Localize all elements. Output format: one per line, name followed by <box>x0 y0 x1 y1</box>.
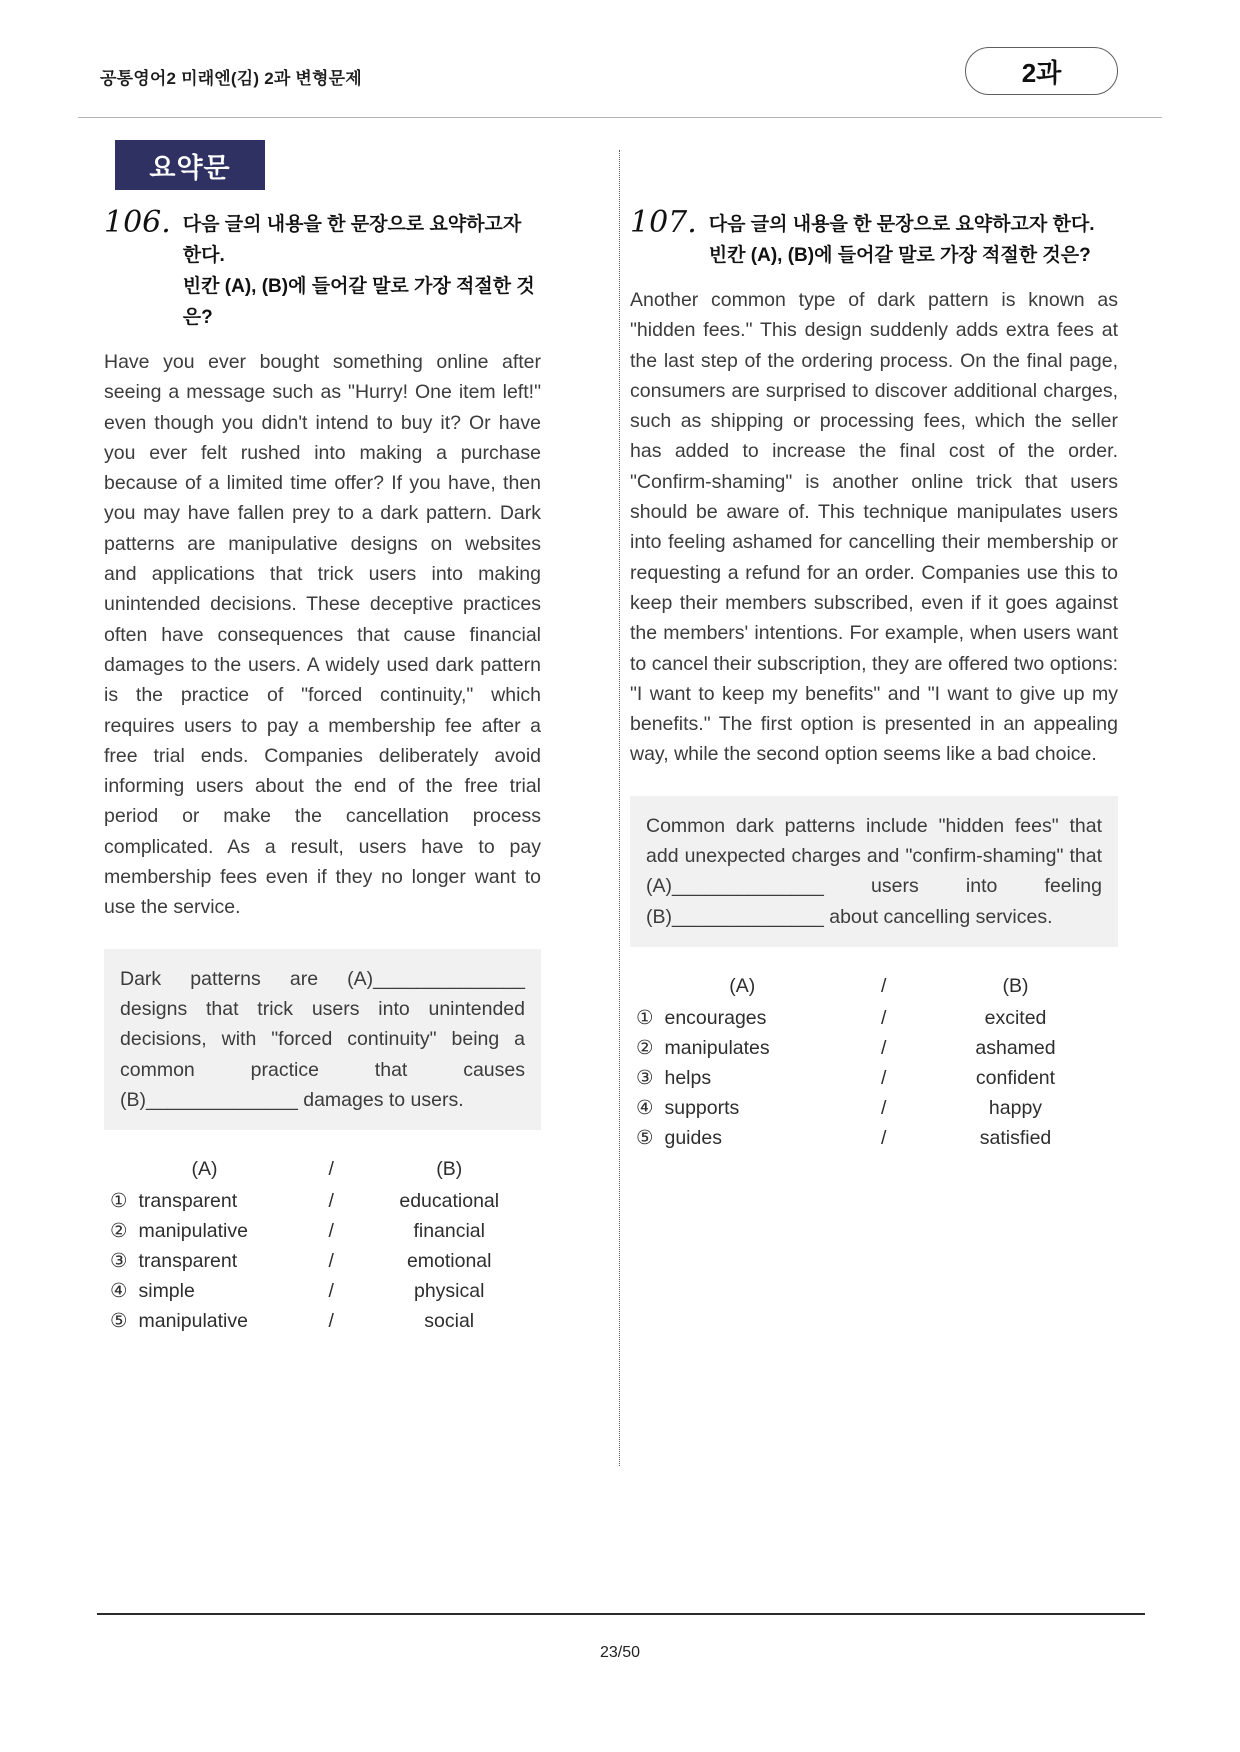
option-5-a: manipulative <box>138 1310 248 1333</box>
question-header <box>630 206 1118 271</box>
option-2-b: ashamed <box>975 1036 1056 1059</box>
option-1-slash: / <box>881 1006 887 1029</box>
option-2-a: manipulative <box>138 1220 248 1243</box>
option-4 <box>104 1276 541 1306</box>
question-106 <box>104 206 541 1336</box>
options-header <box>630 971 1118 1001</box>
options-header-b: (B) <box>436 1158 463 1181</box>
section-badge: 요약문 <box>115 140 265 190</box>
option-1-marker: ① <box>110 1190 128 1213</box>
option-4-slash: / <box>881 1096 887 1119</box>
summary-box: Common dark patterns include "hidden fees" that add unexpected charges and "confirm-shaming" that (A)______________ users into feeling (B)______________ about cancelling services. <box>630 796 1118 947</box>
option-5 <box>104 1306 541 1336</box>
question-number: 107. <box>630 205 697 240</box>
option-5-slash: / <box>881 1126 887 1149</box>
column-divider <box>619 150 620 1466</box>
option-4-b: physical <box>413 1280 485 1303</box>
footer-divider <box>97 1613 1145 1615</box>
option-1-a: transparent <box>138 1190 238 1213</box>
option-5-slash: / <box>328 1310 334 1333</box>
option-3-marker: ③ <box>110 1250 128 1273</box>
prompt-line-2: 빈칸 (A), (B)에 들어갈 말로 가장 적절한 것은? <box>182 276 535 328</box>
option-2-slash: / <box>881 1036 887 1059</box>
options-header-b: (B) <box>1002 974 1029 997</box>
option-1-marker: ① <box>636 1006 654 1029</box>
answer-options <box>630 971 1118 1153</box>
option-4 <box>630 1093 1118 1123</box>
options-header <box>104 1154 541 1184</box>
option-4-a: supports <box>664 1096 740 1119</box>
option-2-a: manipulates <box>664 1036 770 1059</box>
options-header-slash: / <box>881 974 887 997</box>
option-5-b: satisfied <box>979 1126 1052 1149</box>
option-3-slash: / <box>881 1066 887 1089</box>
option-4-slash: / <box>328 1280 334 1303</box>
question-prompt <box>183 206 541 333</box>
option-5 <box>630 1123 1118 1153</box>
option-2-b: financial <box>413 1220 485 1243</box>
options-header-a: (A) <box>729 974 756 997</box>
option-2 <box>630 1033 1118 1063</box>
option-3-b: emotional <box>406 1250 492 1273</box>
question-107 <box>630 206 1118 1153</box>
prompt-line-1: 다음 글의 내용을 한 문장으로 요약하고자 한다. <box>708 214 1095 235</box>
passage-text: Have you ever bought something online after seeing a message such as "Hurry! One item left!" even though you didn't intend to buy it? Or have you ever felt rushed into making a purchase because of a limited time offer? If you have, then you may have fallen prey to a dark pattern. Dark patterns are manipulative designs on websites and applications that trick users into making unintended decisions. These deceptive practices often have consequences that cause financial damages to the users. A widely used dark pattern is the practice of "forced continuity," which requires users to pay a membership fee after a free trial ends. Companies deliberately avoid informing users about the end of the free trial period or make the cancellation process complicated. As a result, users have to pay membership fees even if they no longer want to use the service. <box>104 351 541 919</box>
option-4-a: simple <box>138 1280 195 1303</box>
option-3-b: confident <box>975 1066 1056 1089</box>
option-1-slash: / <box>328 1190 334 1213</box>
option-4-marker: ④ <box>636 1096 654 1119</box>
option-1 <box>104 1186 541 1216</box>
page-number: 23/50 <box>599 1644 641 1661</box>
option-5-a: guides <box>664 1126 722 1149</box>
prompt-line-1: 다음 글의 내용을 한 문장으로 요약하고자 한다. <box>182 214 522 266</box>
option-2-slash: / <box>328 1220 334 1243</box>
question-prompt <box>709 206 1095 271</box>
answer-options <box>104 1154 541 1336</box>
option-3-slash: / <box>328 1250 334 1273</box>
option-5-marker: ⑤ <box>636 1126 654 1149</box>
option-4-marker: ④ <box>110 1280 128 1303</box>
prompt-line-2: 빈칸 (A), (B)에 들어갈 말로 가장 적절한 것은? <box>708 245 1091 266</box>
option-2-marker: ② <box>110 1220 128 1243</box>
option-3-a: transparent <box>138 1250 238 1273</box>
question-number: 106. <box>104 205 171 240</box>
option-1-a: encourages <box>664 1006 767 1029</box>
summary-box: Dark patterns are (A)______________ designs that trick users into unintended decisions, with "forced continuity" being a common practice that causes (B)______________ damages to users. <box>104 949 541 1130</box>
options-header-a: (A) <box>191 1158 218 1181</box>
document-title: 공통영어2 미래엔(김) 2과 변형문제 <box>100 69 362 88</box>
option-3 <box>630 1063 1118 1093</box>
options-header-slash: / <box>328 1158 334 1181</box>
passage-text: Another common type of dark pattern is known as "hidden fees." This design suddenly adds extra fees at the last step of the ordering process. On the final page, consumers are surprised to discover additional charges, such as shipping or processing fees, which the seller has added to increase the final cost of the order. "Confirm-shaming" is another online trick that users should be aware of. This technique manipulates users into feeling ashamed for cancelling their membership or requesting a refund for an order. Companies use this to keep their members subscribed, even if it goes against the members' intentions. For example, when users want to cancel their subscription, they are offered two options: "I want to keep my benefits" and "I want to give up my benefits." The first option is presented in an appealing way, while the second option seems like a bad choice. <box>630 289 1118 766</box>
option-1-b: excited <box>984 1006 1047 1029</box>
option-2 <box>104 1216 541 1246</box>
option-5-marker: ⑤ <box>110 1310 128 1333</box>
header-divider <box>78 117 1162 118</box>
option-5-b: social <box>424 1310 475 1333</box>
question-header <box>104 206 541 333</box>
option-1 <box>630 1003 1118 1033</box>
option-4-b: happy <box>988 1096 1043 1119</box>
option-3-marker: ③ <box>636 1066 654 1089</box>
option-3 <box>104 1246 541 1276</box>
option-3-a: helps <box>664 1066 712 1089</box>
option-2-marker: ② <box>636 1036 654 1059</box>
chapter-badge: 2과 <box>965 47 1118 95</box>
option-1-b: educational <box>399 1190 500 1213</box>
